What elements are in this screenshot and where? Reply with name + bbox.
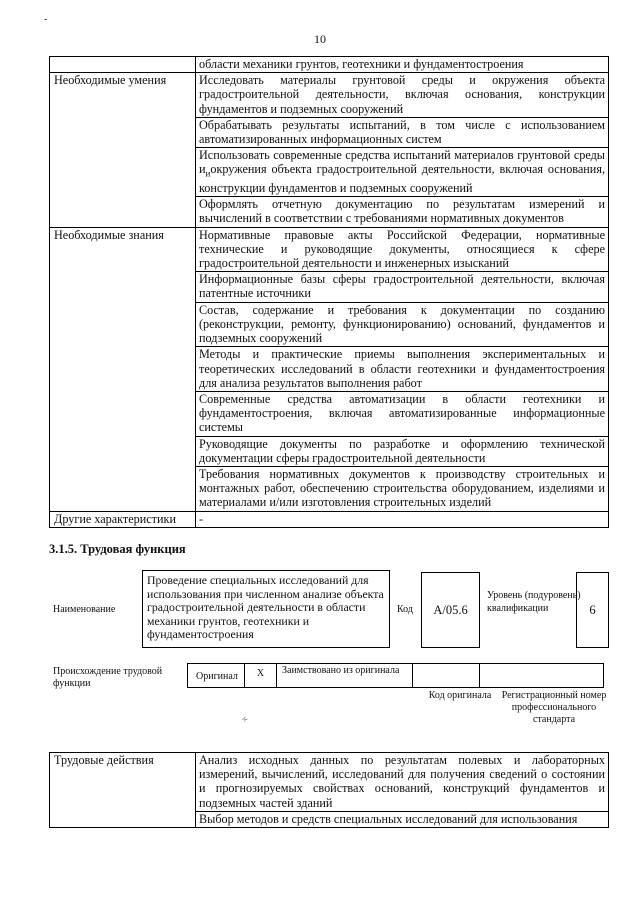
original-cell: Оригинал [187,663,245,688]
skill-item: Исследовать материалы грунтовой среды и окружения объекта градостроительной деятельности, включая основания, конструкции фундаментов и подземных сооружений [196,73,609,118]
original-x-mark: X [244,663,277,688]
registration-number-cell [479,663,604,688]
actions-table [49,752,609,828]
knowledge-item: Информационные базы сферы градостроительной деятельности, включая патентные источники [196,272,609,302]
skill-item [196,148,609,197]
section-heading: 3.1.5. Трудовая функция [49,542,186,556]
stray-mark: ∻ [241,714,249,724]
knowledge-item: Нормативные правовые акты Российской Федерации, нормативные технические и руководящие документы, относящиеся к сфере градостроительной деятельности и инженерных изысканий [196,227,609,272]
skill-item-mark: и [205,168,211,179]
function-code-box: A/05.6 [421,572,480,648]
function-name-box: Проведение специальных исследований для использования при численном анализе объекта градостроительной деятельности в области механики грунтов, геотехники и фундаментостроения [142,570,390,648]
action-item: Анализ исходных данных по результатам полевых и лабораторных измерений, вычислений, исследований для получения сведений о состоянии и прогнозируемых свойствах оснований, конструкций фундаментов и подземных частей зданий [196,753,609,812]
knowledge-label: Необходимые знания [50,227,196,511]
requirements-table [49,56,609,528]
registration-number-label: Регистрационный номер профессионального стандарта [501,690,607,725]
other-characteristics-label: Другие характеристики [50,511,196,527]
knowledge-item: Требования нормативных документов к производству строительных и монтажных работ, обеспечению строительства оборудованием, изделиями и материалами и/или изготовления строительных изделий [196,466,609,511]
continuation-cell: области механики грунтов, геотехники и фундаментостроения [196,57,609,73]
borrowed-cell: Заимствовано из оригинала [276,663,413,688]
origin-row [188,663,604,688]
skill-item: Оформлять отчетную документацию по результатам измерений и вычислений в соответствии с требованиями нормативных документов [196,197,609,227]
action-item: Выбор методов и средств специальных исследований для использования [196,811,609,827]
table-row [50,73,609,118]
skill-item: Обрабатывать результаты испытаний, в том числе с использованием автоматизированных информационных систем [196,117,609,147]
skill-item-text-after: окружения объекта градостроительной деятельности, включая основания, конструкции фундаментов и подземных сооружений [199,162,605,196]
original-code-cell [412,663,480,688]
corner-mark: - [44,14,48,25]
empty-label-cell [50,57,196,73]
table-row [50,511,609,527]
origin-label: Происхождение трудовой функции [53,666,163,689]
knowledge-item: Руководящие документы по разработке и оформлению технической документации сферы градостроительной деятельности [196,436,609,466]
knowledge-item: Методы и практические приемы выполнения экспериментальных и теоретических исследований в области геотехники и фундаментостроения для анализа результатов выполнения работ [196,347,609,392]
qualification-level-box: 6 [576,572,609,648]
code-label: Код [397,604,413,615]
knowledge-item: Современные средства автоматизации в области геотехники и фундаментостроения, включая автоматизированные информационные системы [196,391,609,436]
table-row [50,753,609,812]
table-row [50,227,609,272]
other-characteristics-value: - [196,511,609,527]
skill-item-text-before: Использовать современные средства испытаний материалов грунтовой среды и [199,148,605,177]
table-row [50,57,609,73]
skills-label: Необходимые умения [50,73,196,227]
actions-label: Трудовые действия [50,753,196,828]
qualification-level-label: Уровень (подуровень) квалификации [487,590,581,614]
code-of-original-label: Код оригинала [428,690,492,701]
knowledge-item: Состав, содержание и требования к документации по созданию (реконструкции, ремонту, функционированию) оснований, фундаментов и подземных сооружений [196,302,609,347]
naming-label: Наименование [53,604,116,615]
page-number: 10 [314,32,326,46]
